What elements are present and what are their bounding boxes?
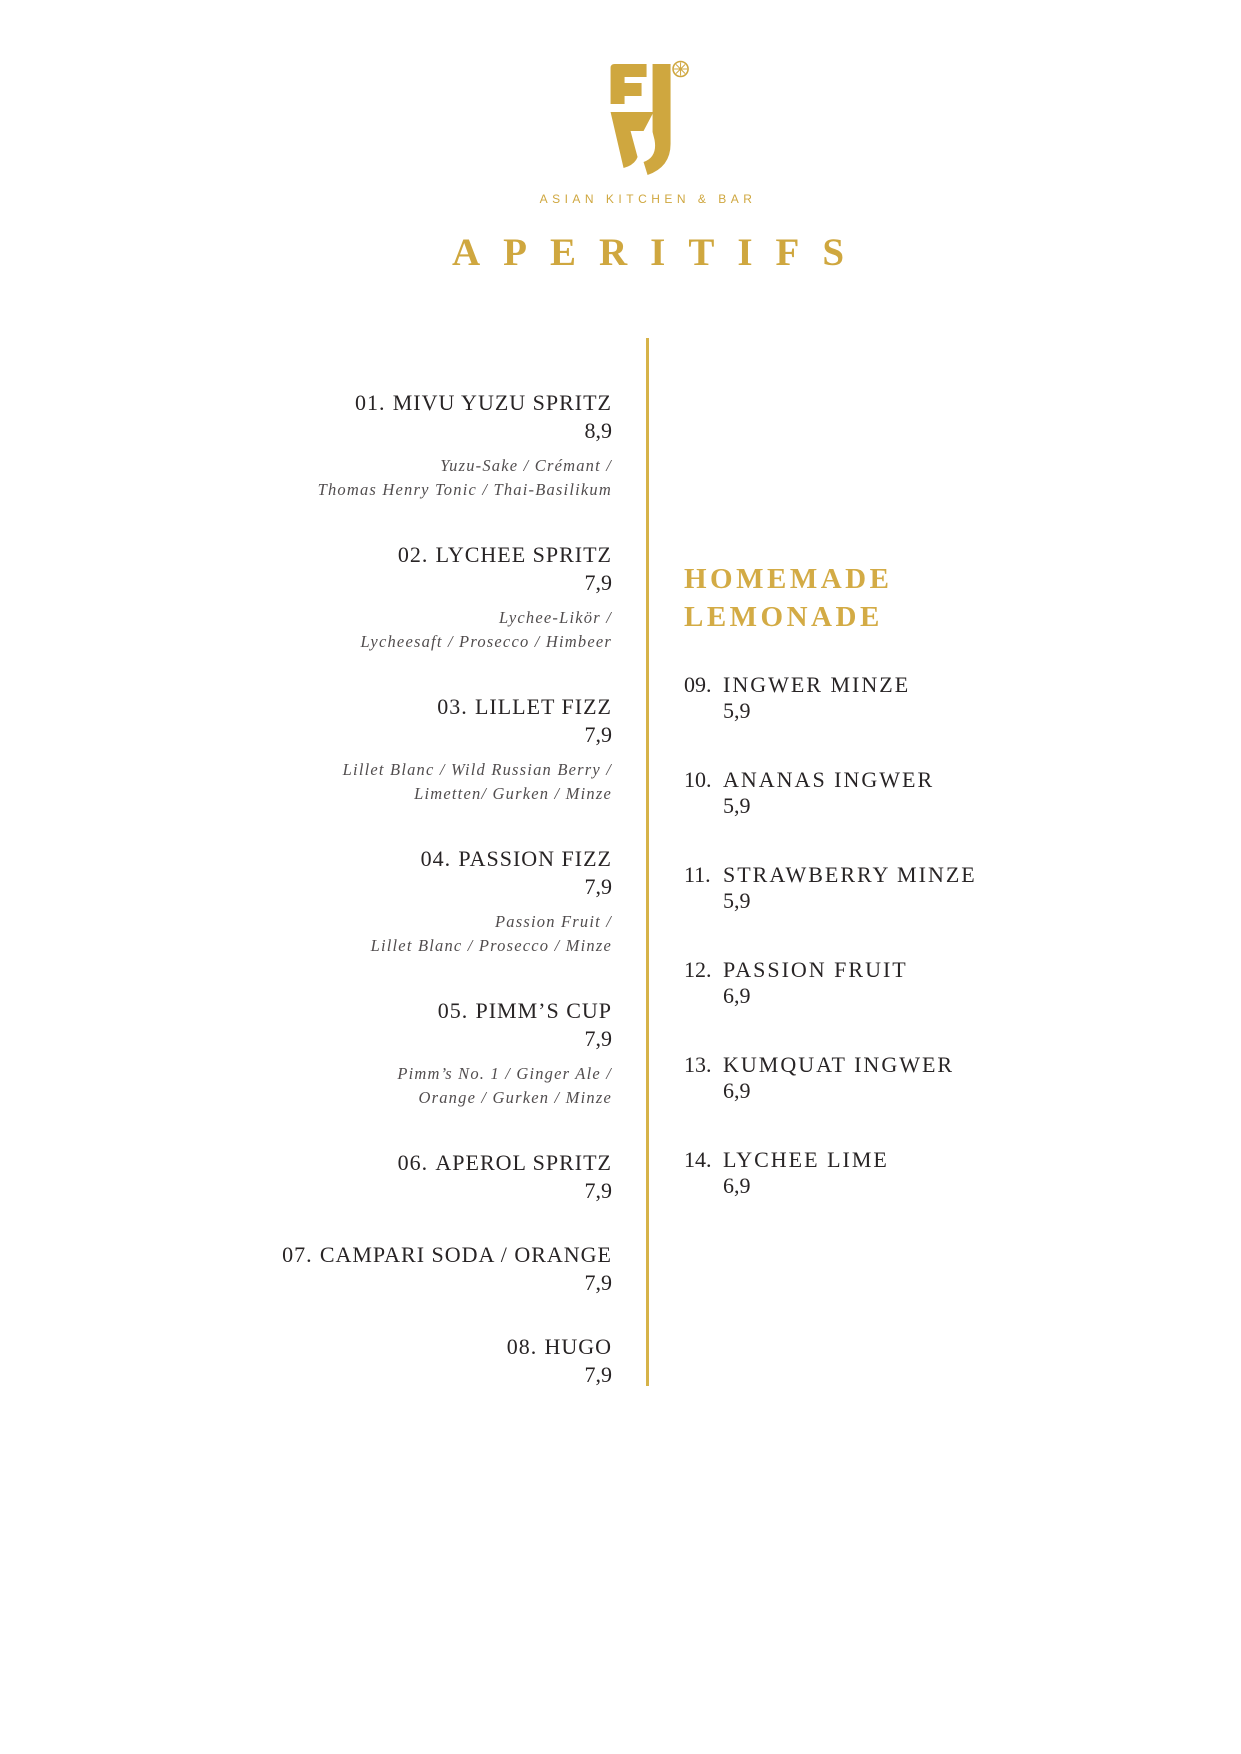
item-number: 02.	[397, 542, 429, 567]
menu-item-08	[172, 1334, 612, 1388]
item-name: KUMQUAT INGWER	[723, 1052, 955, 1077]
item-number: 03.	[437, 694, 468, 719]
item-price: 6,9	[723, 983, 751, 1008]
item-price: 6,9	[723, 1078, 751, 1103]
item-price: 6,9	[723, 1173, 751, 1198]
item-number: 12.	[684, 957, 712, 982]
item-name: 05. PIMM’S CUP	[437, 998, 612, 1023]
menu-item-11	[684, 862, 1064, 914]
page-title: APERITIFS	[451, 231, 868, 274]
lemonade-section	[684, 560, 1064, 1242]
menu-item-05	[172, 998, 612, 1110]
menu-item-09	[684, 672, 1064, 724]
menu-item-14	[684, 1147, 1064, 1199]
item-number: 01.	[354, 390, 386, 415]
item-name: LYCHEE LIME	[723, 1147, 889, 1172]
item-price: 7,9	[584, 1026, 612, 1051]
menu-item-07	[172, 1242, 612, 1296]
item-name: 03. LILLET FIZZ	[437, 694, 612, 719]
item-price: 5,9	[723, 793, 751, 818]
item-number: 07.	[282, 1242, 313, 1267]
mivu-logo-icon	[605, 58, 691, 180]
item-price: 5,9	[723, 698, 751, 723]
brand-tagline: ASIAN KITCHEN & BAR	[539, 192, 757, 206]
description-line: Yuzu-Sake / Crémant /	[440, 456, 612, 475]
item-number: 04.	[420, 846, 452, 871]
item-name: 06. APEROL SPRITZ	[397, 1150, 612, 1175]
item-name: ANANAS INGWER	[723, 767, 935, 792]
item-number: 05.	[437, 998, 469, 1023]
item-price: 7,9	[584, 722, 612, 747]
description-line: Orange / Gurken / Minze	[418, 1088, 612, 1107]
item-price: 7,9	[584, 874, 612, 899]
item-price: 7,9	[584, 570, 612, 595]
menu-item-10	[684, 767, 1064, 819]
menu-item-03	[172, 694, 612, 806]
item-number: 08.	[506, 1334, 538, 1359]
description-line: Lycheesaft / Prosecco / Himbeer	[360, 632, 612, 651]
item-price: 8,9	[584, 418, 612, 443]
item-name: INGWER MINZE	[723, 672, 911, 697]
item-number: 09.	[684, 672, 712, 697]
brand-header	[540, 58, 757, 206]
item-description	[172, 910, 612, 958]
item-price: 7,9	[584, 1270, 612, 1295]
menu-item-13	[684, 1052, 1064, 1104]
item-number: 06.	[397, 1150, 429, 1175]
description-line: Lillet Blanc / Prosecco / Minze	[370, 936, 612, 955]
menu-item-04	[172, 846, 612, 958]
description-line: Pimm’s No. 1 / Ginger Ale /	[397, 1064, 612, 1083]
item-name: 08. HUGO	[506, 1334, 612, 1359]
item-number: 13.	[684, 1052, 712, 1077]
item-name: 02. LYCHEE SPRITZ	[397, 542, 612, 567]
description-line: Lychee-Likör /	[499, 608, 612, 627]
menu-item-01	[172, 390, 612, 502]
description-line: Limetten/ Gurken / Minze	[414, 784, 612, 803]
item-description	[172, 1062, 612, 1110]
item-description	[172, 758, 612, 806]
item-name: 04. PASSION FIZZ	[420, 846, 612, 871]
item-number: 11.	[684, 862, 711, 887]
item-name: 01. MIVU YUZU SPRITZ	[354, 390, 612, 415]
menu-item-06	[172, 1150, 612, 1204]
item-price: 5,9	[723, 888, 751, 913]
section-heading	[684, 560, 1064, 636]
item-description	[172, 454, 612, 502]
item-price: 7,9	[584, 1178, 612, 1203]
item-number: 14.	[684, 1147, 712, 1172]
item-number: 10.	[684, 767, 712, 792]
heading-line: LEMONADE	[684, 601, 883, 633]
logo-seal-icon	[674, 62, 689, 77]
aperitifs-list	[172, 390, 612, 1426]
menu-item-12	[684, 957, 1064, 1009]
description-line: Thomas Henry Tonic / Thai-Basilikum	[317, 480, 612, 499]
item-name: STRAWBERRY MINZE	[723, 862, 977, 887]
description-line: Passion Fruit /	[494, 912, 612, 931]
item-price: 7,9	[584, 1362, 612, 1387]
description-line: Lillet Blanc / Wild Russian Berry /	[342, 760, 612, 779]
item-name: 07. CAMPARI SODA / ORANGE	[282, 1242, 612, 1267]
menu-item-02	[172, 542, 612, 654]
column-divider	[646, 338, 649, 1386]
item-name: PASSION FRUIT	[723, 957, 908, 982]
heading-line: HOMEMADE	[684, 563, 893, 595]
item-description	[172, 606, 612, 654]
